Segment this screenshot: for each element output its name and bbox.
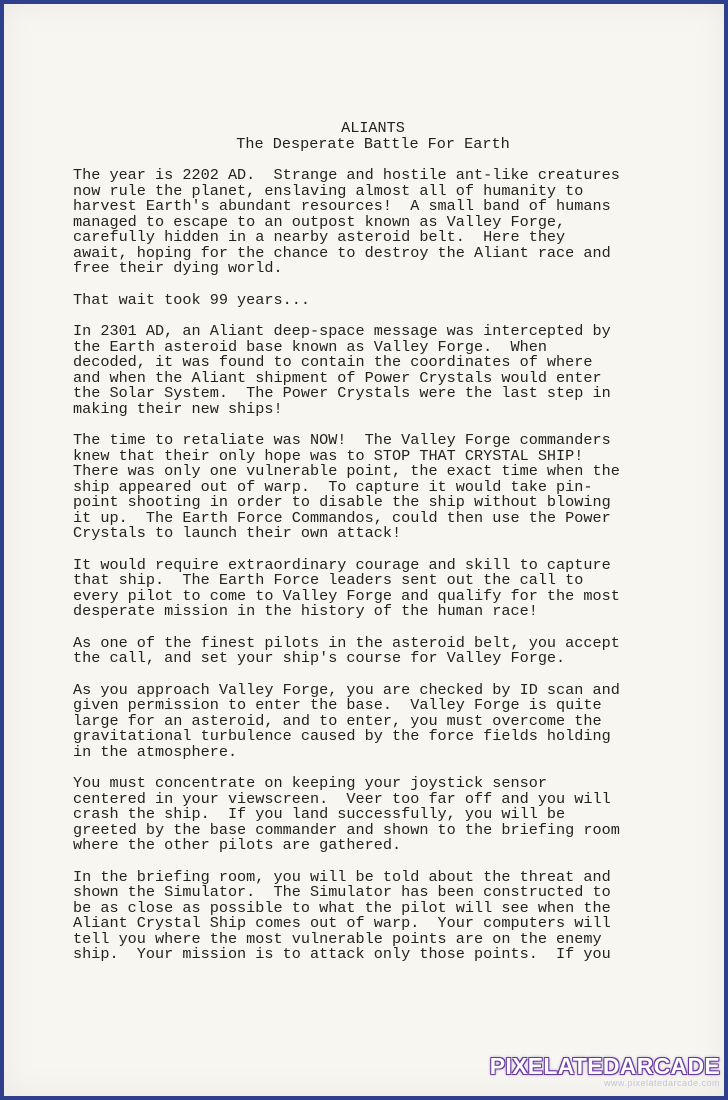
document-title: ALIANTS	[341, 119, 405, 137]
document-page	[4, 4, 724, 1096]
paragraph-4: The time to retaliate was NOW! The Valley Forge commanders knew that their only hope was to STOP THAT CRYSTAL SHIP! There was only one vulnerable point, the exact time when the ship appeared out of warp. To capture it would take pin- point shooting in order to disable the ship without blowing it up. The Earth Force Commandos, could then use the Power Crystals to launch their own attack!	[73, 431, 620, 542]
paragraph-7: As you approach Valley Forge, you are checked by ID scan and given permission to enter the base. Valley Forge is quite large for an asteroid, and to enter, you must overcome the gravitational turbulence caused by the force fields holding in the atmosphere.	[73, 680, 620, 761]
watermark-url: www.pixelatedarcade.com	[603, 1078, 720, 1088]
paragraph-9: In the briefing room, you will be told about the threat and shown the Simulator. The Simulator has been constructed to be as close as possible to what the pilot will see when the Aliant Crystal Ship comes out of warp. Your computers will tell you where the most vulnerable points are on the enemy ship. Your mission is to attack only those points. If you	[73, 867, 611, 963]
paragraph-1: The year is 2202 AD. Strange and hostile ant-like creatures now rule the planet, enslaving almost all of humanity to harvest Earth's abundant resources! A small band of humans managed to escape to an outpost known as Valley Forge, carefully hidden in a nearby asteroid belt. Here they await, hoping for the chance to destroy the Aliant race and free their dying world.	[73, 166, 620, 277]
watermark	[490, 1053, 720, 1088]
document-body	[73, 121, 673, 979]
paragraph-8: You must concentrate on keeping your joystick sensor centered in your viewscreen. Veer too far off and you will crash the ship. If you land successfully, you will be greeted by the base commander and shown to the briefing room where the other pilots are gathered.	[73, 774, 620, 854]
paragraph-3: In 2301 AD, an Aliant deep-space message was intercepted by the Earth asteroid base known as Valley Forge. When decoded, it was found to contain the coordinates of where and when the Aliant shipment of Power Crystals would enter the Solar System. The Power Crystals were the last step in making their new ships!	[73, 322, 611, 418]
paragraph-5: It would require extraordinary courage and skill to capture that ship. The Earth Force leaders sent out the call to every pilot to come to Valley Forge and qualify for the most desperate mission in the history of the human race!	[73, 555, 620, 620]
paragraph-6: As one of the finest pilots in the asteroid belt, you accept the call, and set your ship's course for Valley Forge.	[73, 633, 620, 667]
document-subtitle: The Desperate Battle For Earth	[236, 134, 510, 153]
watermark-logo: PIXELATEDARCADE	[489, 1053, 720, 1079]
paragraph-2: That wait took 99 years...	[73, 290, 310, 309]
